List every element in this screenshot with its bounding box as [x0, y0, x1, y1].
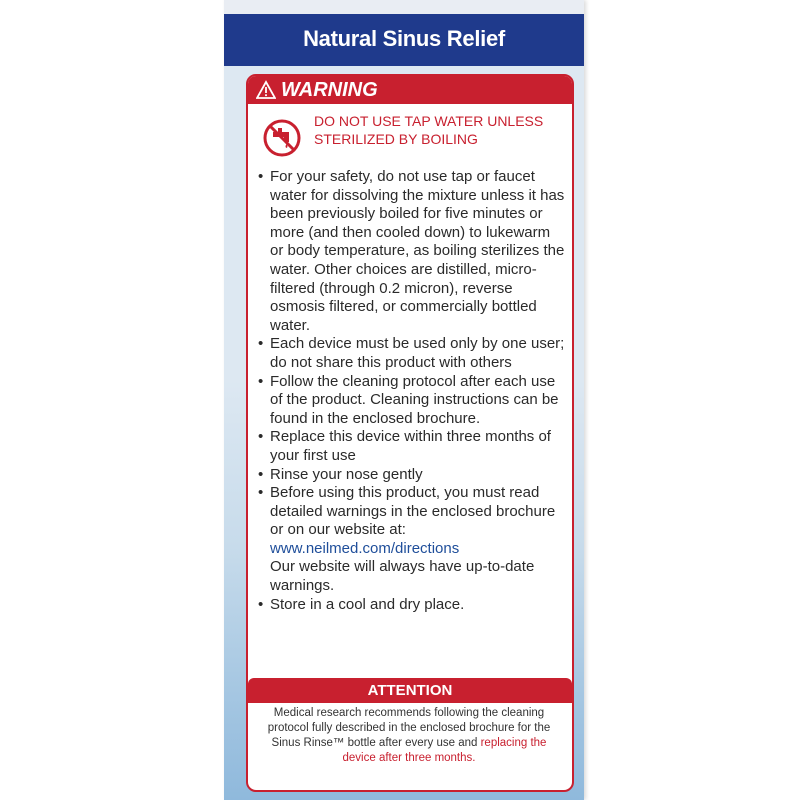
warning-title: WARNING — [281, 79, 378, 101]
attention-title: ATTENTION — [367, 682, 453, 699]
list-item — [256, 335, 566, 372]
attention-header — [248, 678, 572, 703]
attention-highlight: replacing the device after three months. — [342, 737, 547, 764]
product-tagline: Natural Sinus Relief — [303, 26, 505, 51]
list-item-text: Store in a cool and dry place. — [270, 595, 465, 613]
list-item — [256, 168, 566, 335]
box-top-edge — [224, 0, 584, 14]
list-item-text: Follow the cleaning protocol after each use of the product. Cleaning instructions can be found in the enclosed brochure. — [270, 372, 559, 427]
website-link[interactable]: www.neilmed.com/directions — [270, 539, 460, 557]
warning-header — [248, 76, 572, 104]
attention-text — [254, 706, 564, 766]
attention-body: Medical research recommends following the cleaning protocol fully described in the enclosed brochure for the Sinus Rinse™ bottle after every use and — [267, 707, 551, 749]
list-item — [256, 466, 566, 485]
list-item-text: Each device must be used only by one user; do not share this product with others — [270, 335, 565, 371]
list-item-text: Rinse your nose gently — [270, 465, 423, 483]
list-item-text: Before using this product, you must read detailed warnings in the enclosed brochure or on our website at: — [270, 484, 556, 539]
warning-triangle-icon — [256, 80, 276, 100]
list-item-text: For your safety, do not use tap or faucet water for dissolving the mixture unless it has been previously boiled for five minutes or more (and then cooled down) to lukewarm or body temperature, as boiling sterilizes the water. Other choices are distilled, micro-filtered (through 0.2 micron), reverse osmosis filtered, or commercially bottled water. — [270, 168, 565, 334]
list-item-text: Replace this device within three months of your first use — [270, 428, 551, 464]
website-note: Our website will always have up-to-date warnings. — [270, 558, 535, 595]
list-item — [256, 596, 566, 615]
header-band — [224, 14, 584, 66]
list-item — [256, 373, 566, 429]
list-item — [256, 484, 566, 596]
tap-water-notice: DO NOT USE TAP WATER UNLESS STERILIZED BY BOILING — [314, 113, 544, 147]
list-item — [256, 428, 566, 465]
product-box-side — [224, 0, 584, 800]
no-tap-water-icon — [262, 118, 302, 158]
warning-panel — [246, 74, 574, 792]
warning-list — [256, 168, 566, 614]
